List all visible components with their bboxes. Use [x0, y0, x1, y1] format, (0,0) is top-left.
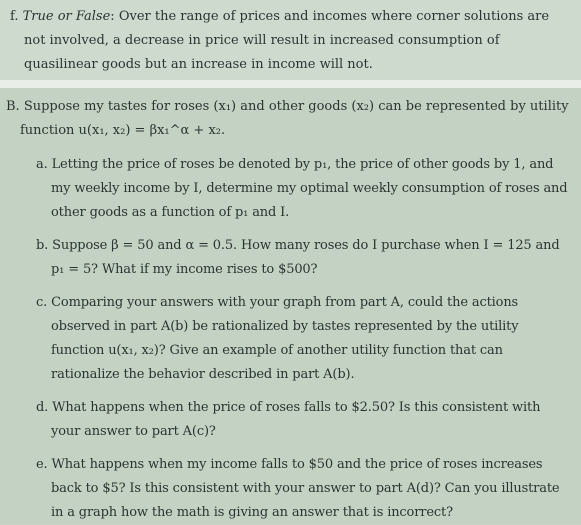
- subquestion-a: [36, 153, 573, 225]
- section-b-intro-line1: B. Suppose my tastes for roses (x₁) and other goods (x₂) can be represented by utility: [6, 99, 569, 114]
- question-f-body: Over the range of prices and incomes where corner solutions are not involved, a decrease in price will result in increased consumption of quasilinear goods but an increase in income will not.: [24, 9, 550, 72]
- subquestion-c: [36, 291, 573, 387]
- subquestion-list: [36, 153, 573, 525]
- question-f: [0, 0, 581, 80]
- subquestion-text: Comparing your answers with your graph from part A, could the actions observed in part A(b) be rationalized by tastes represented by the utility function u(x₁, x₂)? Give an example of another utility function that can rationalize the behavior described in part A(b).: [51, 295, 519, 382]
- subquestion-text: Letting the price of roses be denoted by p₁, the price of other goods by 1, and my weekly income by I, determine my optimal weekly consumption of roses and other goods as a function of p₁ and I.: [51, 157, 568, 220]
- subquestion-text: What happens when my income falls to $50 and the price of roses increases back to $5? Is this consistent with your answer to part A(d)? Can you illustrate in a graph how the math is giving an answer that is incorrect?: [51, 457, 560, 520]
- subquestion-label: e.: [36, 457, 48, 472]
- subquestion-label: b.: [36, 238, 49, 253]
- question-f-text: f. True or False: Over the range of prices and incomes where corner solutions are not involved, a decrease in price will result in increased consumption of quasilinear goods but an increase in income will not.: [10, 9, 550, 72]
- section-b: [0, 88, 581, 524]
- subquestion-label: c.: [36, 295, 48, 310]
- section-divider: [0, 80, 581, 88]
- subquestion-label: d.: [36, 400, 49, 415]
- subquestion-b: [36, 234, 573, 282]
- subquestion-e: [36, 453, 573, 525]
- subquestion-text: Suppose β = 50 and α = 0.5. How many roses do I purchase when I = 125 and p₁ = 5? What if my income rises to $500?: [51, 238, 560, 277]
- section-b-intro-line2: function u(x₁, x₂) = βx₁^α + x₂.: [20, 123, 226, 138]
- subquestion-d: [36, 396, 573, 444]
- true-false-label: True or False: [22, 9, 111, 24]
- subquestion-label: a.: [36, 157, 48, 172]
- subquestion-text: What happens when the price of roses falls to $2.50? Is this consistent with your answer to part A(c)?: [51, 400, 541, 439]
- question-f-label: f.: [10, 9, 19, 24]
